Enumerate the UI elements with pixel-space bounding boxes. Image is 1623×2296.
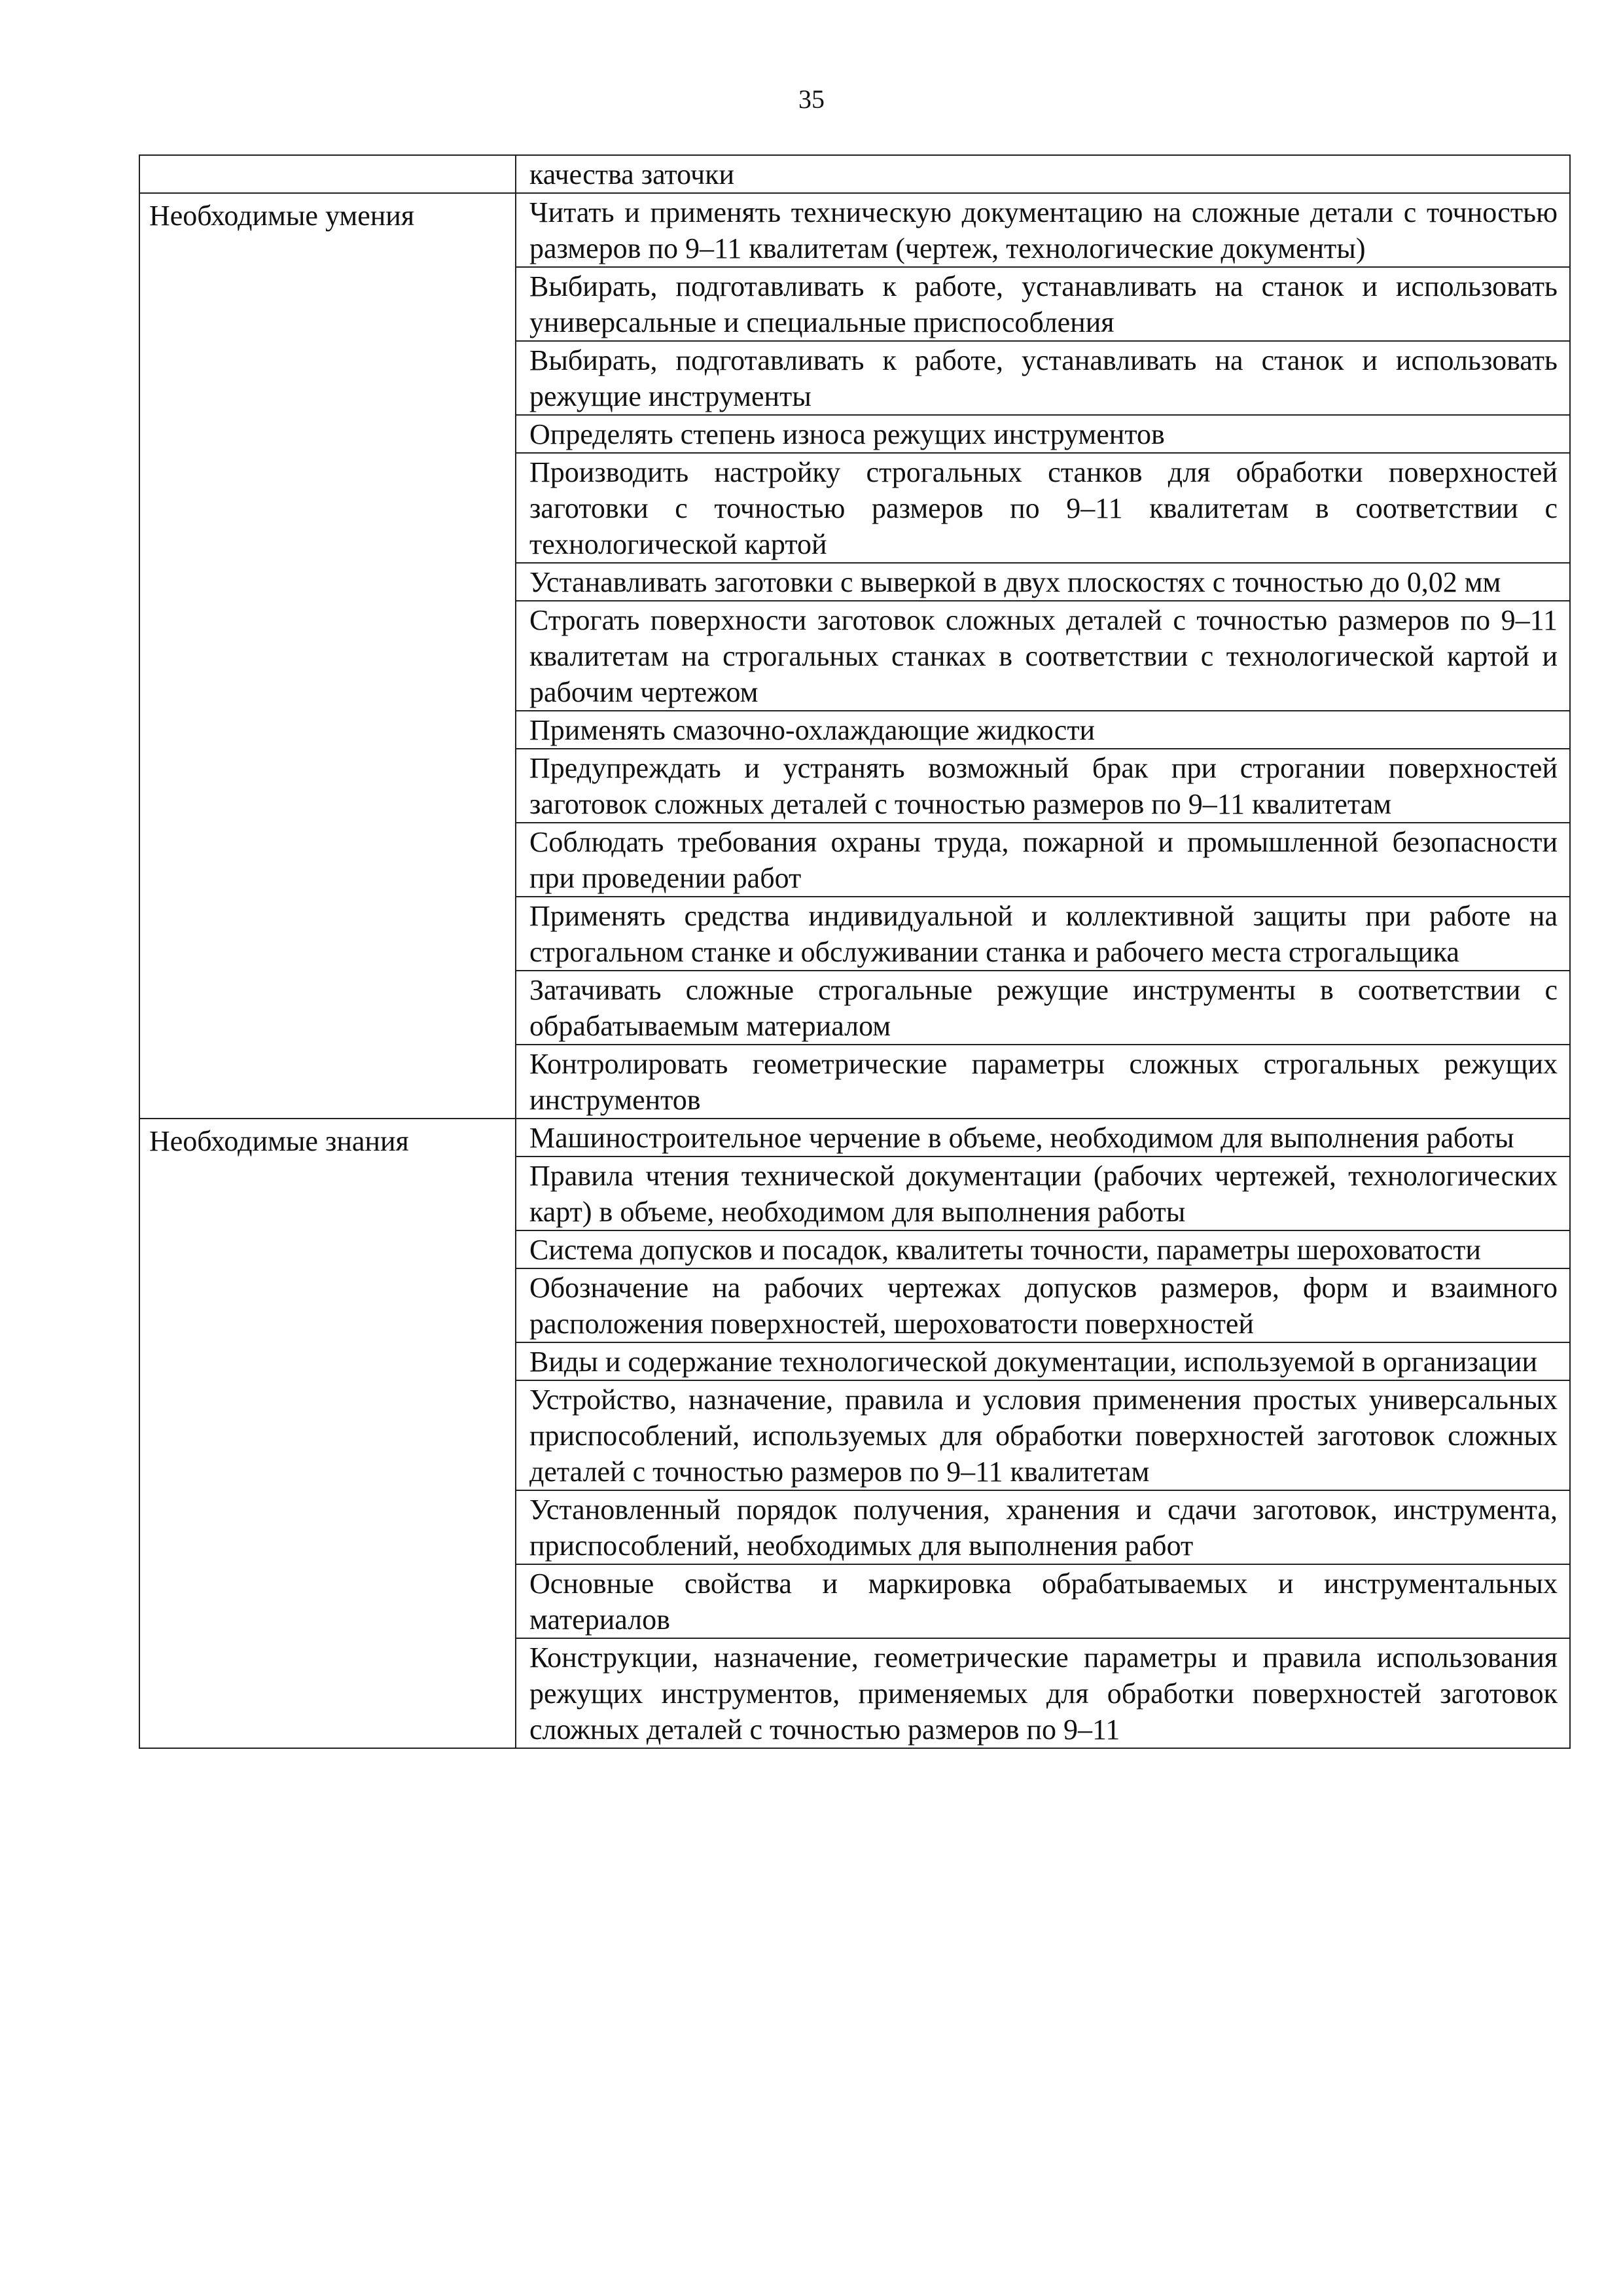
table-row	[139, 193, 1570, 267]
page-number: 35	[798, 84, 825, 114]
requirement-item: Применять смазочно-охлаждающие жидкости	[516, 711, 1570, 749]
requirement-item: Конструкции, назначение, геометрические параметры и правила использования режущих инструментов, применяемых для обработки поверхностей заготовок сложных деталей с точностью размеров по 9–11	[516, 1638, 1570, 1748]
requirement-item: Затачивать сложные строгальные режущие инструменты в соответствии с обрабатываемым материалом	[516, 971, 1570, 1045]
requirement-item: Правила чтения технической документации (рабочих чертежей, технологических карт) в объеме, необходимом для выполнения работы	[516, 1157, 1570, 1230]
requirement-item: Контролировать геометрические параметры сложных строгальных режущих инструментов	[516, 1045, 1570, 1119]
requirements-table	[139, 154, 1571, 1749]
requirement-item: Определять степень износа режущих инструментов	[516, 415, 1570, 453]
requirement-item: Строгать поверхности заготовок сложных деталей с точностью размеров по 9–11 квалитетам на строгальных станках в соответствии с технологической картой и рабочим чертежом	[516, 601, 1570, 711]
requirement-item: Читать и применять техническую документацию на сложные детали с точностью размеров по 9–11 квалитетам (чертеж, технологические документы)	[516, 193, 1570, 267]
requirement-item: Выбирать, подготавливать к работе, устанавливать на станок и использовать режущие инструменты	[516, 341, 1570, 415]
requirement-item: Виды и содержание технологической документации, используемой в организации	[516, 1342, 1570, 1380]
empty-label-cell	[139, 155, 516, 193]
table-row	[139, 155, 1570, 193]
requirements-table-body	[139, 155, 1570, 1748]
requirement-item: Соблюдать требования охраны труда, пожарной и промышленной безопасности при проведении работ	[516, 823, 1570, 897]
requirement-item: Производить настройку строгальных станков для обработки поверхностей заготовки с точностью размеров по 9–11 квалитетам в соответствии с технологической картой	[516, 453, 1570, 563]
requirement-item: Выбирать, подготавливать к работе, устанавливать на станок и использовать универсальные и специальные приспособления	[516, 267, 1570, 341]
requirement-item: Машиностроительное черчение в объеме, необходимом для выполнения работы	[516, 1119, 1570, 1157]
table-row	[139, 1119, 1570, 1157]
requirement-item: Обозначение на рабочих чертежах допусков размеров, форм и взаимного расположения поверхностей, шероховатости поверхностей	[516, 1268, 1570, 1342]
section-label-skills: Необходимые умения	[139, 193, 516, 1119]
section-label-knowledge: Необходимые знания	[139, 1119, 516, 1748]
requirement-item: Установленный порядок получения, хранения и сдачи заготовок, инструмента, приспособлений, необходимых для выполнения работ	[516, 1490, 1570, 1564]
requirement-item: Применять средства индивидуальной и коллективной защиты при работе на строгальном станке и обслуживании станка и рабочего места строгальщика	[516, 897, 1570, 971]
requirement-item: Устройство, назначение, правила и условия применения простых универсальных приспособлений, используемых для обработки поверхностей заготовок сложных деталей с точностью размеров по 9–11 квалитетам	[516, 1380, 1570, 1490]
requirement-item: Основные свойства и маркировка обрабатываемых и инструментальных материалов	[516, 1564, 1570, 1638]
requirement-item: Предупреждать и устранять возможный брак при строгании поверхностей заготовок сложных деталей с точностью размеров по 9–11 квалитетам	[516, 749, 1570, 823]
continuation-cell: качества заточки	[516, 155, 1570, 193]
requirement-item: Устанавливать заготовки с выверкой в двух плоскостях с точностью до 0,02 мм	[516, 563, 1570, 601]
requirement-item: Система допусков и посадок, квалитеты точности, параметры шероховатости	[516, 1230, 1570, 1268]
